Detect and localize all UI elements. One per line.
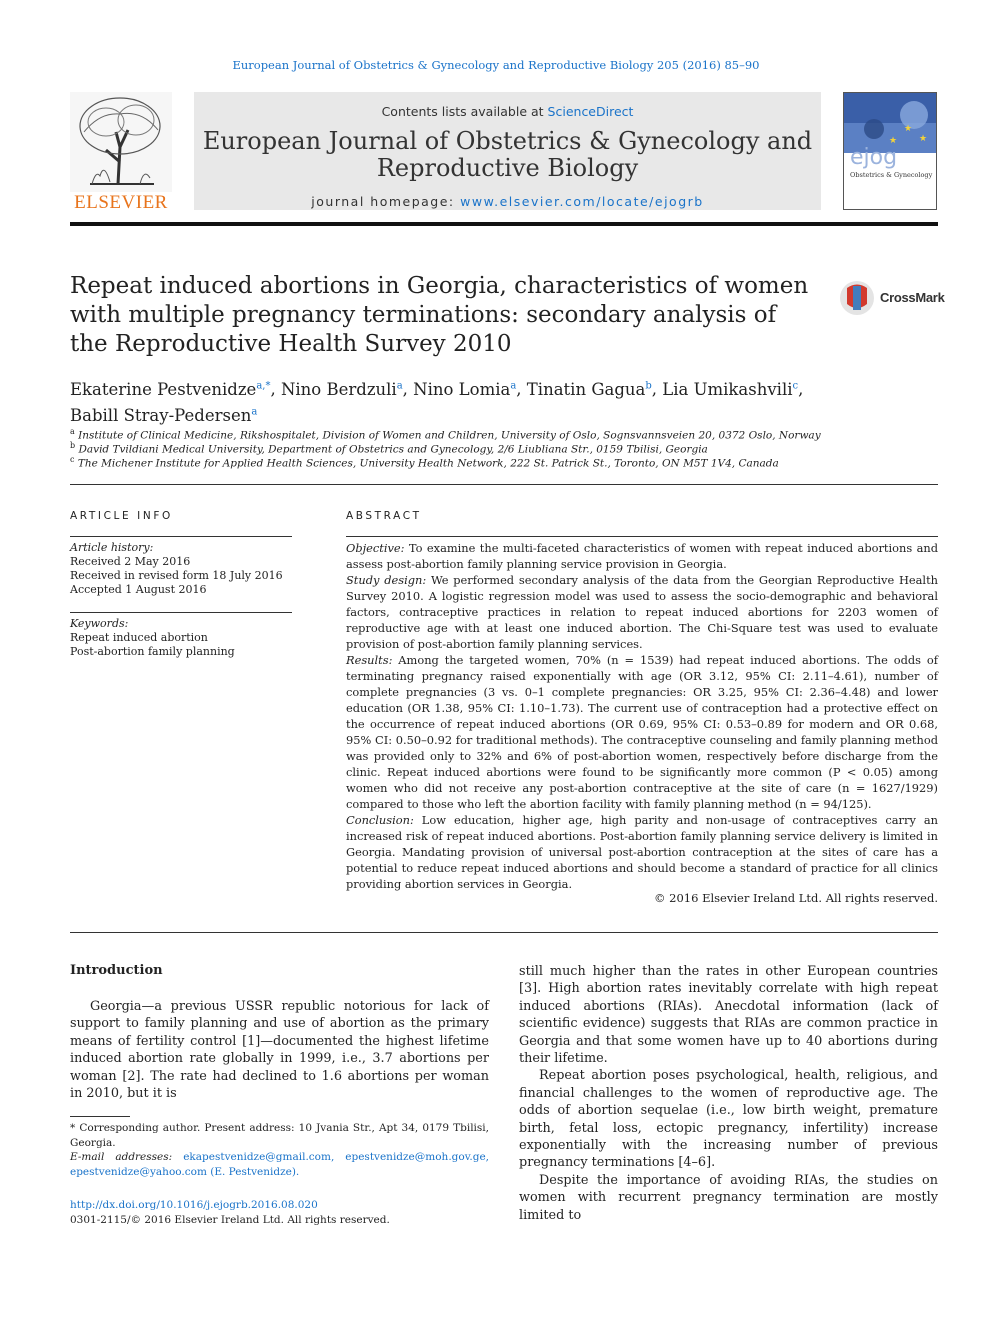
masthead bbox=[70, 92, 938, 214]
author[interactable]: Nino Lomia$^a$ bbox=[413, 379, 517, 399]
elsevier-wordmark: ELSEVIER bbox=[74, 192, 168, 213]
body-right-column bbox=[519, 963, 938, 1224]
body-paragraph: still much higher than the rates in other European countries [3]. High abortion rates inevitably correlate with high repeat induced abortions (RIAs). Anecdotal information (lack of scientific evidence) suggests that RIAs are common practice in Georgia and that some women have up to 40 abortions during their lifetime. bbox=[519, 964, 938, 1067]
article-history: Article history: Received 2 May 2016 Received in revised form 18 July 2016 Accepted 1 August 2016 bbox=[70, 541, 283, 596]
abstract-study-design: Study design: We performed secondary analysis of the data from the Georgian Reproductive Health Survey 2010. A logistic regression model was used to assess the socio-demographic and behavioral factors, contraceptive practices in relation to repeat induced abortions for 2203 women of reproductive age with at least one induced abortion. The Chi-Square test was used to evaluate provision of post-abortion family planning services. bbox=[346, 573, 938, 651]
author-list: Ekaterine Pestvenidze$^{a,*}$, Nino Berdzuli$^a$, Nino Lomia$^a$, Tinatin Gagua$^b$, Lia Umikashvili$^c$, Babill Stray-Pedersen$^a$ bbox=[70, 379, 804, 425]
body-paragraph: Georgia—a previous USSR republic notorious for lack of support to family planning and use of abortion as the primary means of fertility control [1]—documented the highest lifetime induced abortion rate globally in 1999, i.e., 3.7 abortions per woman [2]. The rate had declined to 1.6 abortions per woman in 2010, but it is bbox=[70, 999, 489, 1102]
homepage-link[interactable]: www.elsevier.com/locate/ejogrb bbox=[460, 194, 704, 209]
author[interactable]: Ekaterine Pestvenidze$^{a,*}$ bbox=[70, 379, 271, 399]
issn-line: 0301-2115/© 2016 Elsevier Ireland Ltd. All rights reserved. bbox=[70, 1214, 390, 1226]
divider bbox=[70, 612, 292, 613]
journal-title: European Journal of Obstetrics & Gynecology and Reproductive Biology bbox=[202, 127, 813, 182]
abstract-objective: Objective: To examine the multi-faceted characteristics of women with repeat induced abortions and assess post-abortion family planning service provision in Georgia. bbox=[346, 541, 938, 571]
contents-line: Contents lists available at ScienceDirect bbox=[381, 104, 634, 119]
journal-cover-thumbnail[interactable] bbox=[843, 92, 937, 210]
keyword: Repeat induced abortion bbox=[70, 631, 208, 644]
author[interactable]: Lia Umikashvili$^c$ bbox=[662, 379, 799, 399]
abstract-body bbox=[346, 540, 938, 892]
article-info-label: ARTICLE INFO bbox=[70, 510, 173, 522]
journal-banner bbox=[194, 92, 821, 210]
divider bbox=[346, 536, 938, 537]
corresponding-author-note: * Corresponding author. Present address: 10 Jvania Str., Apt 34, 0179 Tbilisi, Georgia. bbox=[70, 1122, 489, 1149]
author[interactable]: Babill Stray-Pedersen$^a$ bbox=[70, 406, 258, 425]
body-paragraph: Despite the importance of avoiding RIAs, the studies on women with recurrent pregnancy termination are mostly limited to bbox=[519, 1172, 938, 1223]
abstract-conclusion: Conclusion: Low education, higher age, high parity and non-usage of contraceptives carry an increased risk of repeat induced abortions. Post-abortion family planning service delivery is limited in Georgia. Mandating provision of universal post-abortion contraception at the sites of care has a potential to reduce repeat induced abortions and should become a standard of practice for all clinics providing abortion services in Georgia. bbox=[346, 813, 938, 891]
crossmark-badge[interactable] bbox=[838, 278, 945, 318]
elsevier-tree-logo[interactable] bbox=[70, 92, 172, 214]
keywords: Keywords: Repeat induced abortion Post-abortion family planning bbox=[70, 617, 292, 659]
divider bbox=[70, 484, 938, 485]
email-note: E-mail addresses: ekapestvenidze@gmail.com, epestvenidze@moh.gov.ge, epestvenidze@yahoo.com (E. Pestvenidze). bbox=[70, 1151, 489, 1178]
affiliation: $^b$ David Tvildiani Medical University, Department of Obstetrics and Gynecology, 2/6 Liubliana Str., 0159 Tbilisi, Georgia bbox=[70, 441, 708, 456]
body-left-column bbox=[70, 998, 489, 1102]
footnote-rule bbox=[70, 1116, 130, 1117]
masthead-rule bbox=[70, 222, 938, 226]
running-head[interactable]: European Journal of Obstetrics & Gynecology and Reproductive Biology 205 (2016) 85–90 bbox=[232, 58, 760, 72]
affiliation: $^c$ The Michener Institute for Applied Health Sciences, University Health Network, 222 St. Patrick St., Toronto, ON M5T 1V4, Canada bbox=[70, 455, 779, 470]
sciencedirect-link[interactable]: ScienceDirect bbox=[547, 104, 634, 119]
divider bbox=[70, 932, 938, 933]
crossmark-icon bbox=[838, 278, 876, 318]
abstract-results: Results: Among the targeted women, 70% (n = 1539) had repeat induced abortions. The odds of terminating pregnancy raised exponentially with age (OR 3.12, 95% CI: 2.11–4.61), number of complete pregnancies (3 vs. 0–1 complete pregnancies: OR 3.25, 95% CI: 2.36–4.48) and lower education (OR 1.38, 95% CI: 1.10–1.73). The current use of contraception had a protective effect on the occurrence of repeat induced abortions (OR 0.69, 95% CI: 0.53–0.89 for modern and OR 0.68, 95% CI: 0.50–0.92 for traditional methods). The contraceptive counseling and family planning method was provided only to 32% and 6% of post-abortion women, respectively before discharge from the clinic. Repeat induced abortions were found to be significantly more common (P < 0.05) among women who did not receive any post-abortion contraceptive at the site of care (n = 1627/1929) compared to those who left the abortion facility with family planning method (n = 94/125). bbox=[346, 653, 938, 811]
article-title: Repeat induced abortions in Georgia, characteristics of women with multiple pregnancy terminations: secondary analysis of the Reproductive Health Survey 2010 bbox=[70, 273, 809, 357]
abstract-copyright: © 2016 Elsevier Ireland Ltd. All rights reserved. bbox=[654, 891, 938, 905]
divider bbox=[70, 536, 292, 537]
doi-link[interactable]: http://dx.doi.org/10.1016/j.ejogrb.2016.08.020 bbox=[70, 1199, 318, 1211]
doi-block bbox=[70, 1198, 390, 1228]
abstract-label: ABSTRACT bbox=[346, 510, 422, 522]
email-links[interactable]: ekapestvenidze@gmail.com, epestvenidze@moh.gov.ge, epestvenidze@yahoo.com (E. Pestvenidze). bbox=[70, 1151, 489, 1178]
cover-subtitle: Obstetrics & Gynecology bbox=[850, 171, 933, 179]
author[interactable]: Tinatin Gagua$^b$ bbox=[526, 379, 652, 399]
author[interactable]: Nino Berdzuli$^a$ bbox=[280, 379, 403, 399]
body-paragraph: Repeat abortion poses psychological, health, religious, and financial challenges to the women of reproductive age. The odds of abortion sequelae (i.e., low birth weight, premature birth, fetal loss, ectopic pregnancy, infertility) increase exponentially with the increasing number of previous pregnancy terminations [4–6]. bbox=[519, 1068, 938, 1171]
cover-logo: ejog bbox=[850, 145, 898, 170]
svg-text:★: ★ bbox=[889, 136, 898, 146]
crossmark-label: CrossMark bbox=[880, 290, 945, 305]
keyword: Post-abortion family planning bbox=[70, 645, 235, 658]
svg-text:★: ★ bbox=[904, 124, 913, 134]
svg-text:★: ★ bbox=[919, 134, 928, 144]
section-heading-introduction: Introduction bbox=[70, 963, 163, 978]
affiliation: $^a$ Institute of Clinical Medicine, Rikshospitalet, Division of Women and Children, University of Oslo, Sognsvannsveien 20, 0372 Oslo, Norway bbox=[70, 427, 821, 442]
journal-homepage: journal homepage: www.elsevier.com/locate/ejogrb bbox=[311, 194, 704, 209]
